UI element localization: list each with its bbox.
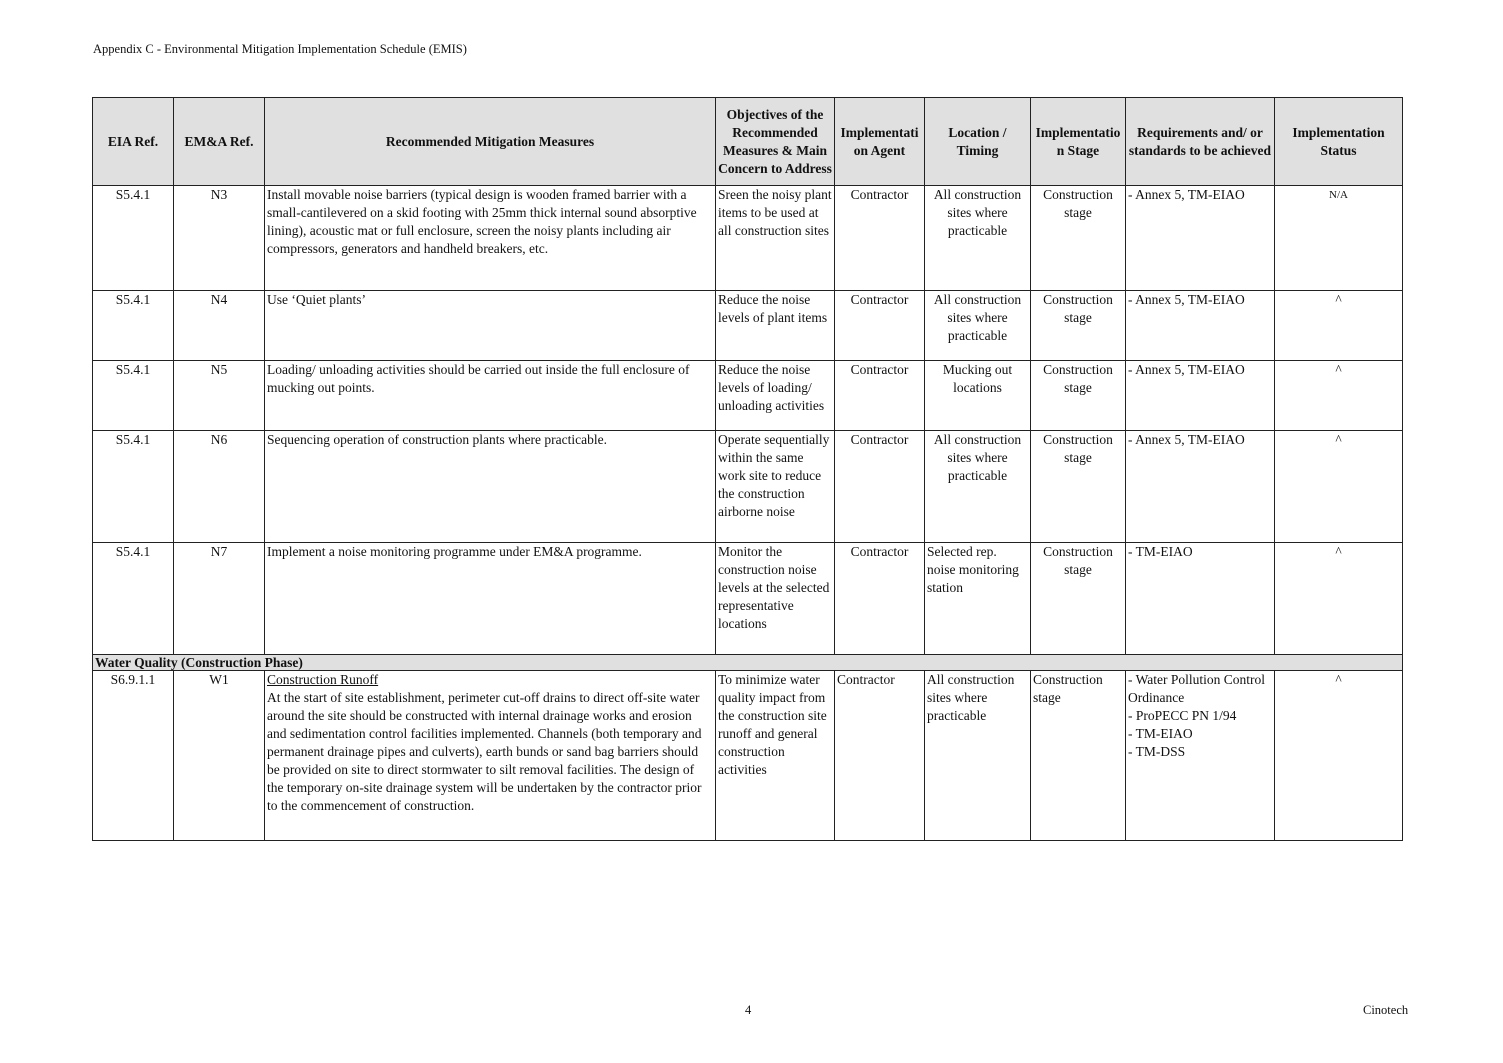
header-status: Implementation Status <box>1275 98 1403 186</box>
requirements-cell: - Annex 5, TM-EIAO <box>1126 186 1275 291</box>
eia-ref-cell: S5.4.1 <box>93 543 174 655</box>
status-cell: ^ <box>1275 543 1403 655</box>
table-row <box>93 543 1403 655</box>
location-cell: All construction sites where practicable <box>925 431 1031 543</box>
status-cell: ^ <box>1275 431 1403 543</box>
requirements-cell: - TM-EIAO <box>1126 543 1275 655</box>
ema-ref-cell: N3 <box>174 186 265 291</box>
ema-ref-cell: W1 <box>174 671 265 841</box>
section-row-water-quality <box>93 655 1403 671</box>
objectives-cell: Reduce the noise levels of loading/ unloading activities <box>716 361 835 431</box>
stage-cell: Construction stage <box>1031 543 1126 655</box>
measures-text: At the start of site establishment, perimeter cut-off drains to direct off-site water around the site should be constructed with internal drainage works and erosion and sedimentation control facilities implemented. Channels (both temporary and permanent drainage pipes and culverts), earth bunds or sand bag barriers should be provided on site to direct stormwater to silt removal facilities. The design of the temporary on-site drainage system will be undertaken by the contractor prior to the commencement of construction. <box>267 690 702 813</box>
stage-cell: Construction stage <box>1031 361 1126 431</box>
objectives-cell: Reduce the noise levels of plant items <box>716 291 835 361</box>
eia-ref-cell: S5.4.1 <box>93 431 174 543</box>
measures-title: Construction Runoff <box>267 672 379 687</box>
page-number: 4 <box>745 1003 752 1017</box>
location-cell: All construction sites where practicable <box>925 186 1031 291</box>
emis-table <box>92 97 1403 841</box>
requirements-cell: - Annex 5, TM-EIAO <box>1126 361 1275 431</box>
agent-cell: Contractor <box>835 543 925 655</box>
measures-cell: Sequencing operation of construction plants where practicable. <box>265 431 716 543</box>
ema-ref-cell: N6 <box>174 431 265 543</box>
measures-cell: Implement a noise monitoring programme under EM&A programme. <box>265 543 716 655</box>
location-cell: All construction sites where practicable <box>925 671 1031 841</box>
requirements-cell <box>1126 671 1275 841</box>
ema-ref-cell: N7 <box>174 543 265 655</box>
objectives-cell: Operate sequentially within the same work site to reduce the construction airborne noise <box>716 431 835 543</box>
ema-ref-cell: N4 <box>174 291 265 361</box>
header-ema-ref: EM&A Ref. <box>174 98 265 186</box>
objectives-cell: Monitor the construction noise levels at the selected representative locations <box>716 543 835 655</box>
location-cell: All construction sites where practicable <box>925 291 1031 361</box>
measures-cell: Loading/ unloading activities should be carried out inside the full enclosure of mucking out points. <box>265 361 716 431</box>
header-agent: Implementati on Agent <box>835 98 925 186</box>
header-eia-ref: EIA Ref. <box>93 98 174 186</box>
status-cell: ^ <box>1275 671 1403 841</box>
agent-cell: Contractor <box>835 361 925 431</box>
requirement-item: - Water Pollution Control Ordinance <box>1128 672 1266 705</box>
stage-cell: Construction stage <box>1031 431 1126 543</box>
table-row <box>93 431 1403 543</box>
status-cell: ^ <box>1275 361 1403 431</box>
measures-cell <box>265 671 716 841</box>
agent-cell: Contractor <box>835 671 925 841</box>
header-objectives: Objectives of the Recommended Measures & Main Concern to Address <box>716 98 835 186</box>
ema-ref-cell: N5 <box>174 361 265 431</box>
objectives-cell: To minimize water quality impact from the construction site runoff and general construction activities <box>716 671 835 841</box>
table-header-row <box>93 98 1403 186</box>
location-cell: Selected rep. noise monitoring station <box>925 543 1031 655</box>
table-row <box>93 186 1403 291</box>
measures-cell: Install movable noise barriers (typical design is wooden framed barrier with a small-cantilevered on a skid footing with 25mm thick internal sound absorptive lining), acoustic mat or full enclosure, screen the noisy plants including air compressors, generators and handheld breakers, etc. <box>265 186 716 291</box>
requirements-cell: - Annex 5, TM-EIAO <box>1126 291 1275 361</box>
table-row <box>93 671 1403 841</box>
table-row <box>93 361 1403 431</box>
measures-cell: Use ‘Quiet plants’ <box>265 291 716 361</box>
location-cell: Mucking out locations <box>925 361 1031 431</box>
requirements-cell: - Annex 5, TM-EIAO <box>1126 431 1275 543</box>
header-stage: Implementatio n Stage <box>1031 98 1126 186</box>
eia-ref-cell: S6.9.1.1 <box>93 671 174 841</box>
eia-ref-cell: S5.4.1 <box>93 291 174 361</box>
stage-cell: Construction stage <box>1031 186 1126 291</box>
header-location: Location / Timing <box>925 98 1031 186</box>
stage-cell: Construction stage <box>1031 671 1126 841</box>
agent-cell: Contractor <box>835 186 925 291</box>
stage-cell: Construction stage <box>1031 291 1126 361</box>
company-name: Cinotech <box>1363 1003 1409 1017</box>
status-cell: ^ <box>1275 291 1403 361</box>
page-header: Appendix C - Environmental Mitigation Implementation Schedule (EMIS) <box>93 42 467 56</box>
header-requirements: Requirements and/ or standards to be achieved <box>1126 98 1275 186</box>
header-measures: Recommended Mitigation Measures <box>265 98 716 186</box>
eia-ref-cell: S5.4.1 <box>93 361 174 431</box>
requirement-item: - TM-DSS <box>1128 744 1186 759</box>
agent-cell: Contractor <box>835 291 925 361</box>
eia-ref-cell: S5.4.1 <box>93 186 174 291</box>
status-cell: N/A <box>1275 186 1403 291</box>
objectives-cell: Sreen the noisy plant items to be used at all construction sites <box>716 186 835 291</box>
section-title: Water Quality (Construction Phase) <box>93 655 1403 671</box>
agent-cell: Contractor <box>835 431 925 543</box>
table-row <box>93 291 1403 361</box>
requirement-item: - TM-EIAO <box>1128 726 1193 741</box>
requirement-item: - ProPECC PN 1/94 <box>1128 708 1237 723</box>
